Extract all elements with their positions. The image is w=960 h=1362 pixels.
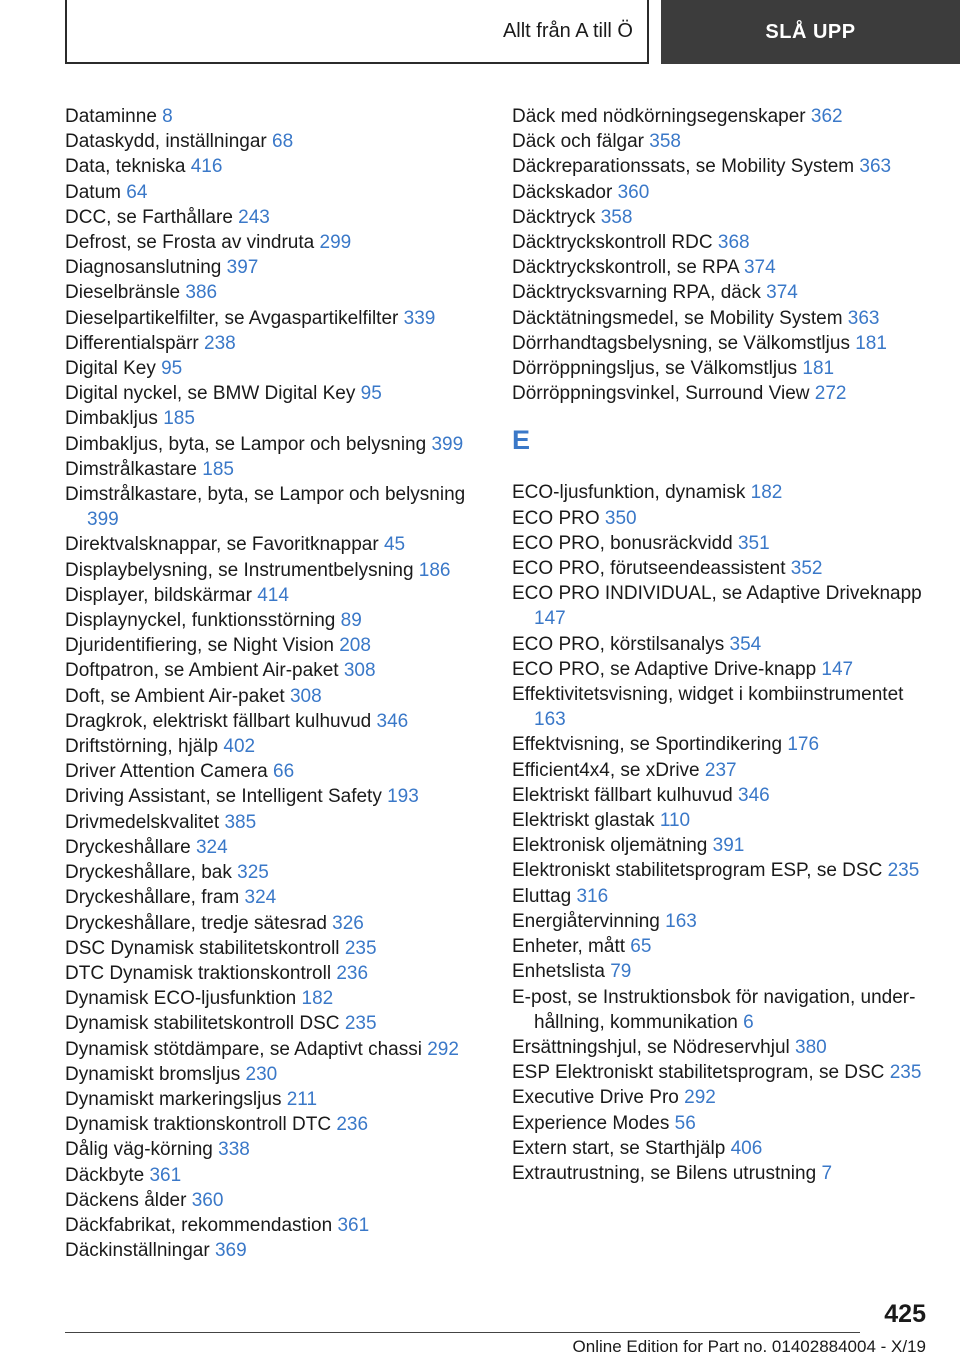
index-entry <box>65 230 475 255</box>
entry-term: Dynamisk stabilitetskontroll DSC <box>65 1013 340 1035</box>
entry-term: Displaybelysning, se Instrumentbelysning <box>65 559 414 581</box>
entry-page-link[interactable]: 163 <box>665 910 697 932</box>
entry-term: Enhetslista <box>512 961 605 983</box>
index-entry <box>65 709 475 734</box>
entry-term: Digital nyckel, se BMW Digital Key <box>65 383 356 405</box>
entry-term: Elektriskt fällbart kulhuvud <box>512 784 733 806</box>
entry-page-link[interactable]: 45 <box>383 534 406 556</box>
entry-page-link[interactable]: 230 <box>245 1063 278 1085</box>
entry-page-link[interactable]: 186 <box>418 559 451 581</box>
entry-page-link[interactable]: 181 <box>802 358 835 380</box>
entry-term: Drivmedelskvalitet <box>65 811 220 833</box>
entry-term: Extrautrustning, se Bilens utrustning <box>512 1162 817 1184</box>
entry-page-link[interactable]: 308 <box>343 660 376 682</box>
index-entry <box>512 306 922 331</box>
top-navigation <box>65 0 960 64</box>
index-entry <box>512 331 922 356</box>
entry-term: Ersättningshjul, se Nödreservhjul <box>512 1036 790 1058</box>
entry-page-link[interactable]: 64 <box>126 181 148 203</box>
entry-term: Experience Modes <box>512 1112 670 1134</box>
entry-term: DTC Dynamisk traktionskontroll <box>65 962 332 984</box>
entry-term: Executive Drive Pro <box>512 1087 679 1109</box>
entry-term: Däcktryck <box>512 206 596 228</box>
index-entry <box>65 986 475 1011</box>
index-entry <box>65 911 475 936</box>
entry-term: Dynamiskt markeringsljus <box>65 1088 282 1110</box>
entry-page-link[interactable]: 397 <box>226 257 259 279</box>
index-entry <box>65 759 475 784</box>
entry-page-link[interactable]: 66 <box>273 761 295 783</box>
index-column-left <box>65 104 475 1263</box>
index-entry <box>65 936 475 961</box>
entry-term: Differentialspärr <box>65 332 199 354</box>
index-entry <box>65 104 475 129</box>
entry-page-link[interactable]: 399 <box>431 433 464 455</box>
index-entry <box>512 1136 922 1161</box>
entry-term: Däckreparationssats, se Mobility System <box>512 156 855 178</box>
entry-term: Dynamisk stötdämpare, se Adaptivt chassi <box>65 1038 422 1060</box>
entry-page-link[interactable]: 110 <box>659 810 691 832</box>
entry-page-link[interactable]: 95 <box>161 358 183 380</box>
footer-edition: Online Edition for Part no. 01402884004 - X/19 <box>572 1337 926 1356</box>
entry-page-link[interactable]: 354 <box>729 633 762 655</box>
index-entry <box>65 205 475 230</box>
index-entry <box>512 104 922 129</box>
entry-page-link[interactable]: 346 <box>376 710 409 732</box>
index-column-right <box>512 104 922 1186</box>
entry-term: Dryckeshållare, tredje sätesrad <box>65 912 327 934</box>
entry-page-link[interactable]: 79 <box>610 961 632 983</box>
index-entry <box>512 1035 922 1060</box>
entry-term: Effektvisning, se Sportindikering <box>512 734 783 756</box>
index-entry <box>65 860 475 885</box>
entry-page-link[interactable]: 236 <box>336 1114 369 1136</box>
index-entry <box>65 1163 475 1188</box>
index-entry <box>65 885 475 910</box>
index-entry <box>65 280 475 305</box>
entry-term: Dieselbränsle <box>65 282 181 304</box>
entry-page-link[interactable]: 351 <box>737 532 770 554</box>
index-entry <box>65 255 475 280</box>
entry-page-link[interactable]: 324 <box>244 887 277 909</box>
entry-page-link[interactable]: 193 <box>387 786 419 808</box>
entry-page-link[interactable]: 308 <box>289 685 322 707</box>
index-entry <box>512 255 922 280</box>
section-letter-e: E <box>512 425 531 456</box>
index-entry <box>65 482 475 532</box>
entry-page-link[interactable]: 316 <box>576 885 609 907</box>
entry-page-link[interactable]: 89 <box>340 610 362 632</box>
page-number: 425 <box>884 1300 926 1328</box>
index-entry <box>512 783 922 808</box>
entry-term: Efficient4x4, se xDrive <box>512 759 700 781</box>
index-entry <box>512 556 922 581</box>
entry-term: Däcktryckskontroll, se RPA <box>512 257 739 279</box>
entry-term: Dålig väg-körning <box>65 1139 213 1161</box>
index-entry <box>512 180 922 205</box>
index-entry <box>512 129 922 154</box>
entry-term: Dataminne <box>65 106 157 127</box>
index-entry <box>512 1085 922 1110</box>
entry-term: Dryckeshållare <box>65 836 191 858</box>
index-entry <box>65 180 475 205</box>
entry-page-link[interactable]: 361 <box>149 1164 182 1186</box>
entry-page-link[interactable]: 237 <box>704 759 737 781</box>
entry-page-link[interactable]: 236 <box>336 962 369 984</box>
entry-term: Dataskydd, inställningar <box>65 131 267 153</box>
entry-page-link[interactable]: 361 <box>337 1214 370 1236</box>
entry-page-link[interactable]: 339 <box>403 307 436 329</box>
entry-page-link[interactable]: 391 <box>712 835 745 857</box>
index-entry <box>512 154 922 179</box>
entry-page-link[interactable]: 326 <box>332 912 364 934</box>
index-entry <box>65 633 475 658</box>
index-entry <box>65 1037 475 1062</box>
index-entry <box>512 581 922 631</box>
index-entry <box>65 810 475 835</box>
entry-term: Dynamisk ECO-ljusfunktion <box>65 988 297 1010</box>
entry-page-link[interactable]: 176 <box>787 734 820 756</box>
entry-term: Däckens ålder <box>65 1189 187 1211</box>
index-entry <box>512 230 922 255</box>
index-entry <box>65 1137 475 1162</box>
entry-term: Doftpatron, se Ambient Air-paket <box>65 660 339 682</box>
entry-term: DCC, se Farthållare <box>65 206 233 228</box>
index-group-e <box>512 480 922 1186</box>
index-entry <box>512 833 922 858</box>
entry-term: ECO PRO INDIVIDUAL, se Adaptive Driveknapp <box>512 583 922 605</box>
entry-term: Diagnosanslutning <box>65 257 222 279</box>
index-entry <box>512 1111 922 1136</box>
entry-page-link[interactable]: 299 <box>319 232 352 254</box>
entry-page-link[interactable]: 235 <box>344 937 377 959</box>
index-entry <box>512 1060 922 1085</box>
entry-term: Driftstörning, hjälp <box>65 736 219 758</box>
entry-page-link[interactable]: 406 <box>730 1137 763 1159</box>
entry-term: Digital Key <box>65 358 156 380</box>
entry-term: Däcktrycksvarning RPA, däck <box>512 282 761 304</box>
entry-term: Dörröppningsljus, se Välkomstljus <box>512 358 798 380</box>
entry-term: Dimstrålkastare <box>65 458 197 480</box>
index-entry <box>65 784 475 809</box>
index-entry <box>512 657 922 682</box>
entry-page-link[interactable]: 6 <box>743 1011 754 1033</box>
entry-page-link[interactable]: 358 <box>649 131 681 153</box>
entry-page-link[interactable]: 147 <box>534 608 566 630</box>
entry-term: ECO PRO <box>512 507 600 529</box>
entry-page-link[interactable]: 402 <box>223 736 256 758</box>
entry-page-link[interactable]: 374 <box>743 257 776 279</box>
index-group-d <box>512 104 922 406</box>
entry-term: ESP Elektroniskt stabilitetsprogram, se DSC <box>512 1062 885 1084</box>
entry-term: Dynamiskt bromsljus <box>65 1063 241 1085</box>
entry-term: Enheter, mått <box>512 936 626 958</box>
index-entry <box>512 1161 922 1186</box>
entry-term: Elektroniskt stabilitetsprogram ESP, se DSC <box>512 860 883 882</box>
entry-term: Däck med nödkörningsegenskaper <box>512 106 806 127</box>
entry-page-link[interactable]: 292 <box>684 1087 716 1109</box>
entry-term: Defrost, se Frosta av vindruta <box>65 232 315 254</box>
entry-term: Däckinställningar <box>65 1240 210 1262</box>
entry-term: Driver Attention Camera <box>65 761 268 783</box>
entry-page-link[interactable]: 185 <box>163 408 195 430</box>
entry-term: E-post, se Instruktionsbok för navigation, underhållning, kommunikation <box>512 986 916 1033</box>
index-entry <box>65 532 475 557</box>
entry-page-link[interactable]: 185 <box>202 458 234 480</box>
index-entry <box>65 734 475 759</box>
index-entry <box>65 1112 475 1137</box>
entry-page-link[interactable]: 358 <box>600 206 633 228</box>
entry-term: Dörröppningsvinkel, Surround View <box>512 383 810 405</box>
entry-page-link[interactable]: 385 <box>224 811 257 833</box>
entry-term: ECO-ljusfunktion, dynamisk <box>512 482 746 504</box>
entry-term: Direktvalsknappar, se Favoritknappar <box>65 534 379 556</box>
index-entry <box>512 732 922 757</box>
entry-page-link[interactable]: 235 <box>887 860 920 882</box>
entry-page-link[interactable]: 350 <box>604 507 637 529</box>
entry-page-link[interactable]: 272 <box>814 383 847 405</box>
entry-page-link[interactable]: 8 <box>162 106 173 127</box>
index-entry <box>65 129 475 154</box>
entry-page-link[interactable]: 414 <box>257 584 289 606</box>
index-entry <box>65 1087 475 1112</box>
index-entry <box>512 356 922 381</box>
entry-page-link[interactable]: 147 <box>821 658 854 680</box>
entry-term: Elektriskt glastak <box>512 810 655 832</box>
entry-term: Displayer, bildskärmar <box>65 584 252 606</box>
entry-page-link[interactable]: 324 <box>195 836 228 858</box>
index-entry <box>512 280 922 305</box>
entry-term: Djuridentifiering, se Night Vision <box>65 635 334 657</box>
index-entry <box>512 858 922 883</box>
entry-term: Dryckeshållare, fram <box>65 887 240 909</box>
entry-term: Dryckeshållare, bak <box>65 862 232 884</box>
entry-page-link[interactable]: 208 <box>339 635 371 657</box>
entry-page-link[interactable]: 346 <box>738 784 770 806</box>
entry-term: Doft, se Ambient Air-paket <box>65 685 285 707</box>
index-entry <box>65 331 475 356</box>
index-entry <box>65 1062 475 1087</box>
entry-page-link[interactable]: 95 <box>360 383 382 405</box>
entry-term: Eluttag <box>512 885 572 907</box>
index-entry <box>512 959 922 984</box>
entry-page-link[interactable]: 386 <box>185 282 218 304</box>
entry-page-link[interactable]: 380 <box>795 1036 827 1058</box>
entry-page-link[interactable]: 363 <box>847 307 880 329</box>
index-entry <box>512 909 922 934</box>
entry-page-link[interactable]: 368 <box>717 232 750 254</box>
entry-term: Dörrhandtagsbelysning, se Välkomstljus <box>512 332 850 354</box>
entry-page-link[interactable]: 65 <box>630 936 652 958</box>
entry-term: ECO PRO, bonusräckvidd <box>512 532 733 554</box>
index-entry <box>65 432 475 457</box>
entry-term: DSC Dynamisk stabilitetskontroll <box>65 937 340 959</box>
entry-term: Däcktryckskontroll RDC <box>512 232 713 254</box>
entry-term: ECO PRO, se Adaptive Drive-knapp <box>512 658 817 680</box>
entry-term: Driving Assistant, se Intelligent Safety <box>65 786 382 808</box>
entry-term: Elektronisk oljemätning <box>512 835 708 857</box>
index-entry <box>65 583 475 608</box>
index-entry <box>65 356 475 381</box>
index-entry <box>512 758 922 783</box>
index-entry <box>512 531 922 556</box>
entry-term: ECO PRO, körstilsanalys <box>512 633 725 655</box>
entry-term: Dieselpartikelfilter, se Avgaspartikelfilter <box>65 307 399 329</box>
entry-term: Däcktätningsmedel, se Mobility System <box>512 307 843 329</box>
entry-page-link[interactable]: 7 <box>821 1162 833 1184</box>
entry-page-link[interactable]: 292 <box>427 1038 459 1060</box>
entry-page-link[interactable]: 243 <box>238 206 270 228</box>
entry-page-link[interactable]: 235 <box>344 1013 377 1035</box>
entry-page-link[interactable]: 360 <box>617 181 650 203</box>
entry-page-link[interactable]: 338 <box>218 1139 250 1161</box>
entry-term: Dragkrok, elektriskt fällbart kulhuvud <box>65 710 372 732</box>
entry-term: Däckfabrikat, rekommendastion <box>65 1214 333 1236</box>
index-entry <box>65 658 475 683</box>
entry-term: Energiåtervinning <box>512 910 660 932</box>
index-entry <box>512 985 922 1035</box>
index-entry <box>512 480 922 505</box>
index-entry <box>512 205 922 230</box>
entry-page-link[interactable]: 68 <box>272 131 294 153</box>
index-entry <box>512 381 922 406</box>
entry-term: Dimbakljus, byta, se Lampor och belysning <box>65 433 427 455</box>
entry-page-link[interactable]: 374 <box>766 282 798 304</box>
tab-look-up[interactable]: SLÅ UPP <box>661 0 960 64</box>
entry-page-link[interactable]: 362 <box>810 106 843 127</box>
entry-page-link[interactable]: 352 <box>790 558 823 580</box>
entry-term: Dynamisk traktionskontroll DTC <box>65 1114 332 1136</box>
entry-term: Dimstrålkastare, byta, se Lampor och belysning <box>65 484 466 506</box>
index-entry <box>65 1238 475 1263</box>
entry-term: ECO PRO, förutseendeassistent <box>512 558 786 580</box>
entry-term: Däck och fälgar <box>512 131 645 153</box>
index-entry <box>65 684 475 709</box>
index-entry <box>65 1213 475 1238</box>
entry-page-link[interactable]: 325 <box>237 862 269 884</box>
index-entry <box>65 1188 475 1213</box>
index-entry <box>512 884 922 909</box>
index-entry <box>65 558 475 583</box>
entry-term: Effektivitetsvisning, widget i kombiinstrumentet <box>512 684 904 706</box>
entry-page-link[interactable]: 181 <box>855 332 887 354</box>
entry-page-link[interactable]: 369 <box>214 1240 247 1262</box>
index-entry <box>512 506 922 531</box>
index-entry <box>512 632 922 657</box>
entry-page-link[interactable]: 416 <box>190 156 223 178</box>
index-entry <box>65 381 475 406</box>
entry-term: Displaynyckel, funktionsstörning <box>65 610 336 632</box>
index-entry <box>65 961 475 986</box>
entry-page-link[interactable]: 56 <box>674 1112 696 1134</box>
index-entry <box>65 608 475 633</box>
entry-term: Extern start, se Starthjälp <box>512 1137 726 1159</box>
index-entry <box>65 154 475 179</box>
index-entry <box>65 457 475 482</box>
index-entry <box>512 934 922 959</box>
index-entry <box>512 682 922 732</box>
entry-page-link[interactable]: 360 <box>191 1189 224 1211</box>
entry-page-link[interactable]: 235 <box>889 1062 922 1084</box>
entry-page-link[interactable]: 363 <box>859 156 892 178</box>
entry-term: Dimbakljus <box>65 408 158 430</box>
entry-page-link[interactable]: 399 <box>87 509 119 531</box>
index-entry <box>65 306 475 331</box>
entry-term: Däckskador <box>512 181 613 203</box>
entry-page-link[interactable]: 238 <box>204 332 236 354</box>
index-entry <box>65 1011 475 1036</box>
index-entry <box>65 835 475 860</box>
entry-term: Datum <box>65 181 121 203</box>
index-entry <box>65 406 475 431</box>
footer-divider <box>65 1332 860 1333</box>
entry-term: Däckbyte <box>65 1164 145 1186</box>
entry-page-link[interactable]: 182 <box>301 988 334 1010</box>
entry-page-link[interactable]: 163 <box>534 709 566 731</box>
entry-page-link[interactable]: 182 <box>750 482 783 504</box>
tab-a-to-z[interactable]: Allt från A till Ö <box>65 0 649 64</box>
entry-term: Data, tekniska <box>65 156 186 178</box>
index-entry <box>512 808 922 833</box>
entry-page-link[interactable]: 211 <box>286 1088 318 1110</box>
